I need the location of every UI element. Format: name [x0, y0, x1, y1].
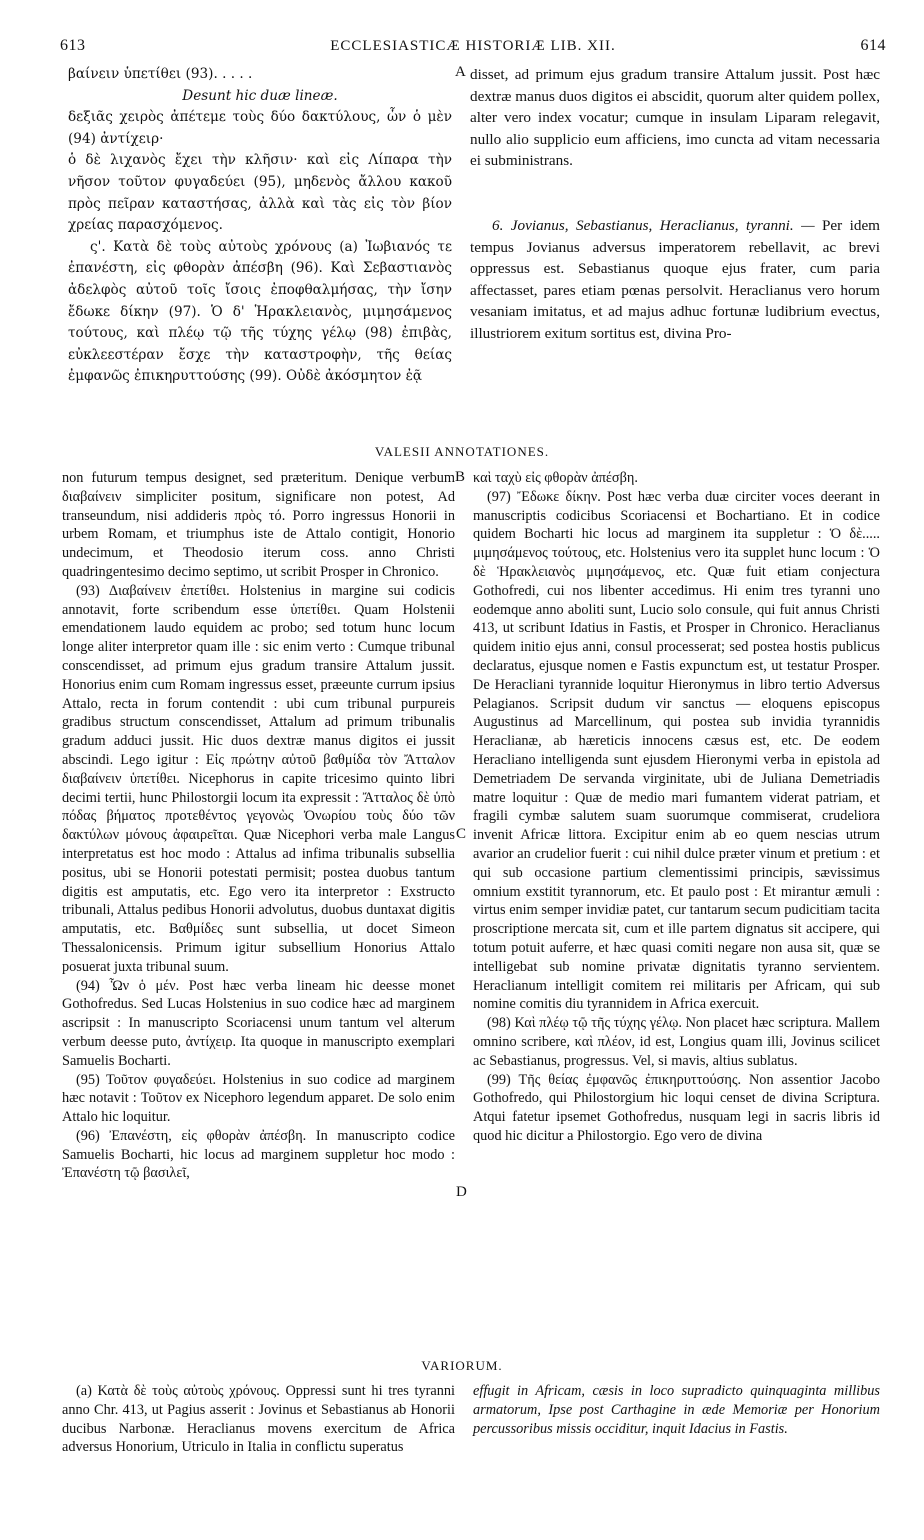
- latin-paragraph-text: Per idem tempus Jovianus adversus imperatorem rebellavit, ac brevi oppressus est. Sebastianus quoque ejus frater, cum paria affectasset, pares etiam pœnas persolvit. Heraclianus vero horum vesaniam imitatus, et ad majus adhuc fortunæ ludibrium evectus, illustriorem exitum sortitus est, divina Pro-: [470, 216, 880, 342]
- greek-text-column: [68, 64, 452, 388]
- annotation: (97) Ἔδωκε δίκην. Post hæc verba duæ circiter voces deerant in manuscriptis codicibus Scoriacensi et Bochartiano. Et in codice quidem Bocharti hic locus ad marginem ita suppletur : Ὁ δὲ..... μιμησάμενος τούτους, etc. Holstenius vero ita supplet hunc locum : Ὁ δὲ Ἡρακλειανὸς μιμησάμενος, etc. Quæ fuit etiam conjectura Gothofredi, cui nos libenter accedimus. Hi enim tres tyranni uno eodemque anno aboliti sunt, Lucio solo consule, qui fuit annus Christi 413, ut scribunt Idatius in Fastis, et Prosper in Chronico. Heraclianus quidem initio ejus anni, consul processerat; sed postea hostis publicus declaratus, ejusque nomen e Fastis expunctum est, ut testatur Prosper. De Heracliani tyrannide loquitur Hieronymus in libro tertio Adversus Pelagianos. Scripsit dudum vir sanctus — eloquens episcopus Augustinus ad Marcellinum, qui postea sub invidia tyrannidis Heraclianæ, ab hæreticis innocens cæsus est, etc. De eodem Heracliano intelligenda sunt ejusdem Hieronymi verba in epistola ad Demetriadem De servanda virginitate, ubi de Juliana Demetriadis matre loquitur : Quæ de medio mari fumantem viderat patriam, et fragili cymbæ salutem suam suorumque commiserat, crudeliora invenit Africæ littora. Excipitur enim ab eo quem nescias utrum avarior an crudelior fuerit : cui nihil dulce præter vinum et pretium : et qui sub occasione partium clementissimi principis, sævissimus omnium exstitit tyrannorum, etc. Et paulo post : Et mirantur æmuli : virtus enim semper invidiæ patet, cur tantarum secum pudicitiam tacita proscriptione mercata sit, cum et ille partem dignatus sit accipere, qui totum potuit auferre, et hæc quasi comiti negare non ausa sit, quæ se intelligebat sub nomine privatæ dignitatis tyranno servientem. Heraclianum intelligit comitem rei militaris per Africam, qui sub nomine comitis diu tyrannidem in Africa exercuit.: [473, 488, 880, 1013]
- annotations-left-column: [62, 469, 455, 1183]
- annotations-right-column: [473, 469, 880, 1146]
- margin-letter: B: [455, 469, 466, 485]
- margin-letter: C: [456, 826, 467, 842]
- margin-letter: A: [455, 64, 466, 80]
- lacuna-note: Desunt hic duæ lineæ.: [182, 87, 338, 104]
- variorum-left-column: [62, 1382, 455, 1457]
- latin-paragraph: disset, ad primum ejus gradum transire Attalum jussit. Post hæc dextræ manus duos digitos ei abscidit, quorum alter quidem pollex, alter vero index vocatur; cumque in insulam Liparam relegavit, nullo alio supplicio eum afficiens, imo cuncta ad vitam necessaria ei subministrans.: [470, 66, 880, 170]
- page-number-left: 613: [60, 37, 86, 54]
- latin-text-column: [470, 64, 880, 345]
- annotation: (95) Τοῦτον φυγαδεύει. Holstenius in suo codice ad marginem hæc notavit : Τοῦτον ex Nicephoro legendum apparet. De solo enim Attalo hic loquitur.: [62, 1071, 455, 1126]
- annotation: (93) Διαβαίνειν ἐπετίθει. Holstenius in margine sui codicis annotavit, forte scribendum esse ὑπετίθει. Quam Holstenii emendationem laudo equidem ac probo; sed totum hunc locum longe aliter interpretor quam ille : sic enim verto : Cumque tribunal conscendisset, ad primum ejus gradum transire Attalum jussit. Honorius enim cum Romam ingressus esset, præeunte currum ipsius Attalo, recta in forum contendit : ubi cum tribunal purpureis gradibus structum conscendisset, Attalum ad primum tribunalis gradum adduci jussit. Hic duos dextræ manus digitos ei jussit abscindi. Lego igitur : Εἰς πρώτην αὐτοῦ βαθμίδα τὸν Ἄτταλον διαβαίνειν ὑπετίθει. Nicephorus in capite tricesimo quinto libri decimi tertii, hunc Philostorgii locum ita expressit : Ἄτταλος δὲ ὑπὸ πόδας βήματος προτεθέντος γεγονὼς Ὀνωρίου τοὺς δύο τῶν δακτύλων μόνους ἀφαιρεῖται. Quæ Nicephori verba male Langus interpretatus est hoc modo : Attalus ad infima tribunalis subsellia positus, ubi se Honorii potestati permisit; postea duobus tantum digitis est amputatis, etc. Ego vero ita interpretor : Exstructo tribunali, Attalus pedibus Honorii advolutus, duobus duntaxat digitis amputatis, etc. Βαθμίδες sunt subsellia, ut docet Simeon Thessalonicensis. Primum igitur subsellium Honorius Attalo posuerat juxta tribunal suum.: [62, 582, 455, 975]
- margin-letter: D: [456, 1184, 467, 1200]
- annotation: (94) Ὧν ὁ μέν. Post hæc verba lineam hic deesse monet Gothofredus. Sed Lucas Holstenius in suo codice hæc ad marginem ascripsit : In manuscripto Scoriacensi unum tantum vel alterum verbum deesse puto, ἀντίχειρ. Ita quoque in manuscripto exemplari Samuelis Bocharti.: [62, 977, 455, 1069]
- variorum-right-column: [473, 1382, 880, 1438]
- annotation: καὶ ταχὺ εἰς φθορὰν ἀπέσβη.: [473, 470, 638, 486]
- annotation: (96) Ἐπανέστη, εἰς φθορὰν ἀπέσβη. In manuscripto codice Samuelis Bocharti, hic locus ad marginem suppletur hoc modo : Ἐπανέστη τῷ βασιλεῖ,: [62, 1127, 455, 1182]
- greek-paragraph: δεξιᾶς χειρὸς ἀπέτεμε τοὺς δύο δακτύλους, ὧν ὁ μὲν (94) ἀντίχειρ·: [68, 109, 452, 147]
- annotation: (99) Τῆς θείας ἐμφανῶς ἐπικηρυττούσης. Non assentior Jacobo Gothofredo, qui Philostorgium hic loqui censet de divina Scriptura. Atqui fatetur ipsemet Gothofredus, nusquam legi in sacris libris id quod hic dicitur a Philostorgio. Ego vero de divina: [473, 1071, 880, 1144]
- section-heading: 6. Jovianus, Sebastianus, Heraclianus, tyranni. —: [492, 216, 815, 234]
- variorum-note: (a) Κατὰ δὲ τοὺς αὐτοὺς χρόνους. Oppressi sunt hi tres tyranni anno Chr. 413, ut Pagius asserit : Jovinus et Sebastianus ab Honorii ducibus Narbonæ. Heraclianus movens exercitum de Africa adversus Honorium, Utriculo in Italia in conflictu superatus: [62, 1383, 455, 1456]
- variorum-heading: VARIORUM.: [421, 1358, 503, 1373]
- annotation: non futurum tempus designet, sed præteritum. Denique verbum διαβαίνειν simpliciter positum, significare non potest, Ad transeundum, nisi addideris πρὸς τό. Porro ingressus Honorii in urbem Romam, et triumphus iste de Attalo contigit, Honorio undecimum, et Theodosio iterum coss. anno Christi quadringentesimo decimo septimo, ut scribit Prosper in Chronico.: [62, 470, 455, 580]
- page-number-right: 614: [860, 37, 886, 54]
- running-title: ECCLESIASTICÆ HISTORIÆ LIB. XII.: [330, 37, 616, 54]
- greek-paragraph: ὁ δὲ λιχανὸς ἔχει τὴν κλῆσιν· καὶ εἰς Λίπαρα τὴν νῆσον τοῦτον φυγαδεύει (95), μηδενὸς ἄλλου κακοῦ πρὸς πεῖραν καταστήσας, ἀλλὰ καὶ τὰς εἰς τὸν βίον χρείας παρασχόμενος.: [68, 152, 452, 234]
- running-header: [60, 34, 886, 58]
- greek-paragraph: βαίνειν ὑπετίθει (93). . . . .: [68, 66, 253, 82]
- greek-paragraph: ς'. Κατὰ δὲ τοὺς αὐτοὺς χρόνους (a) Ἰωβιανός τε ἐπανέστη, εἰς φθορὰν ἀπέσβη (96). Καὶ Σεβαστιανὸς ἀδελφὸς αὐτοῦ τοῖς ἴσοις ἐποφθαλμήσας, τὴν ἴσην ἔδωκε δίκην (97). Ὁ δ' Ἡρακλειανὸς, μιμησάμενος τούτους, καὶ πλέῳ τῷ τῆς τύχης γέλῳ (98) ἐπιβὰς, εὐκλεεστέραν ἔσχε τὴν καταστροφὴν, τῆς θείας ἐμφανῶς ἐπικηρυττούσης (99). Οὐδὲ ἀκόσμητον ἐᾷ: [68, 238, 452, 385]
- annotation: (98) Καὶ πλέῳ τῷ τῆς τύχης γέλῳ. Non placet hæc scriptura. Mallem omnino scribere, καὶ πλέον, id est, Longius quam illi, Jovinus scilicet ac Sebastianus, progressus. Vel, si mavis, altius sublatus.: [473, 1015, 880, 1069]
- latin-paragraph: [470, 215, 880, 345]
- variorum-note: effugit in Africam, cæsis in loco supradicto quinquaginta millibus armatorum, Ipse post Carthagine in æde Memoriæ per Honorium percussoribus missis occiditur, inquit Idacius in Fastis.: [473, 1383, 880, 1437]
- valesii-heading: VALESII ANNOTATIONES.: [374, 444, 550, 459]
